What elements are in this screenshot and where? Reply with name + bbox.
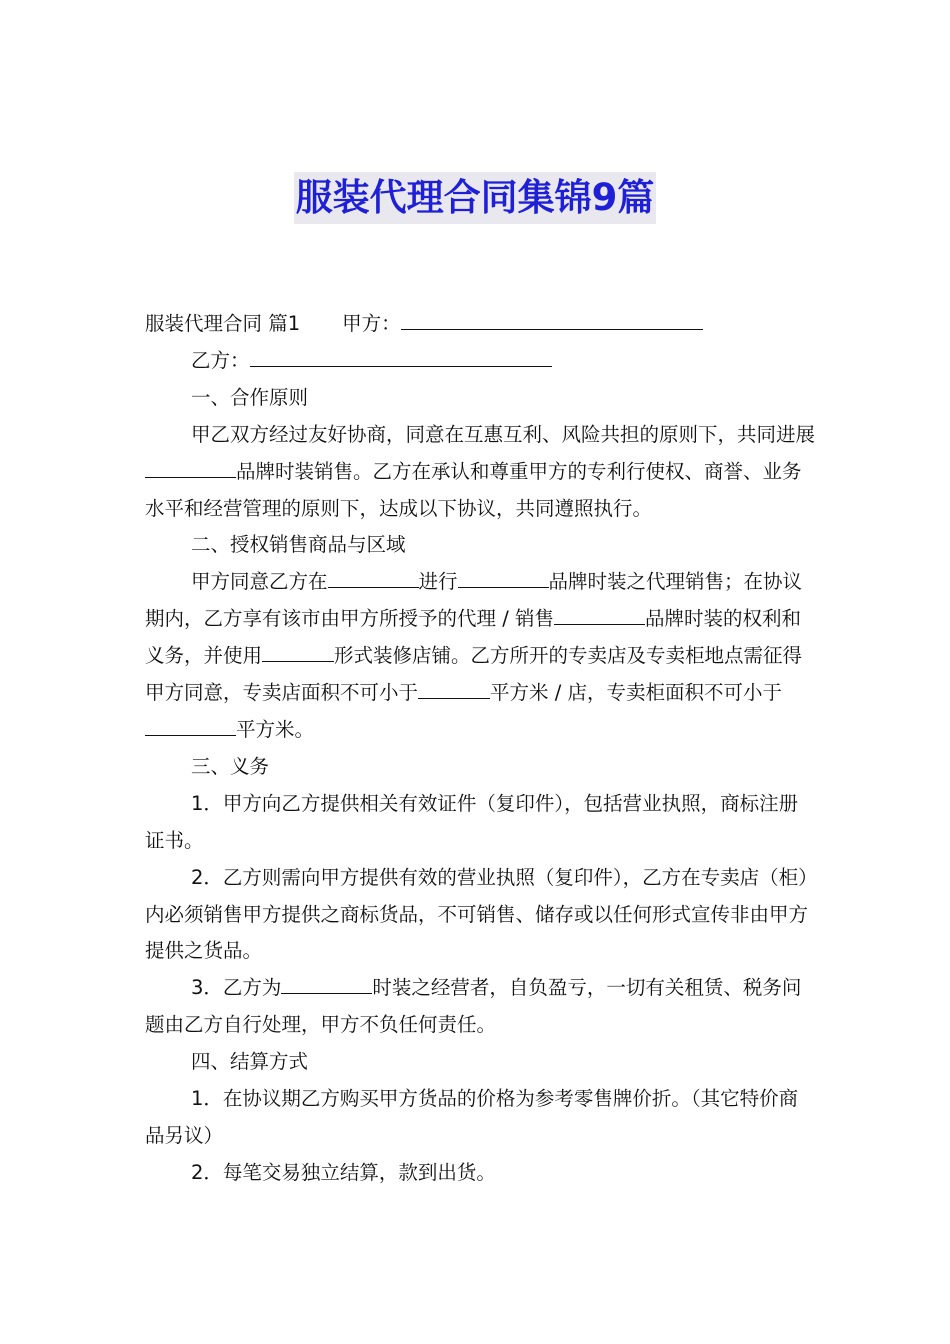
paragraph-text: 品牌时装销售。乙方在承认和尊重甲方的专利行使权、商誉、业务水平和经营管理的原则下，达成以下协议，共同遵照执行。 <box>145 459 802 520</box>
section-paragraph <box>145 564 815 749</box>
party-b-blank <box>250 365 552 367</box>
brand-blank <box>145 476 236 478</box>
contract-heading: 服装代理合同 篇1 <box>145 312 301 335</box>
paragraph-text: 平方米。 <box>236 717 315 741</box>
section-title: 二、授权销售商品与区域 <box>191 533 406 557</box>
paragraph-text: 形式装修店铺。乙方所开的专卖店及专卖柜地点需征得甲方同意，专卖店面积不可小于 <box>145 644 803 705</box>
party-a-label: 甲方： <box>342 312 401 335</box>
list-item: 2．乙方则需向甲方提供有效的营业执照（复印件），乙方在专卖店（柜）内必须销售甲方提供之商标货品，不可销售、储存或以任何形式宣传非由甲方提供之货品。 <box>145 865 809 963</box>
paragraph-text: 时装之经营者，自负盈亏，一切有关租赁、税务问题由乙方自行处理，甲方不负任何责任。 <box>145 976 802 1037</box>
brand-blank <box>458 586 549 588</box>
section-paragraph <box>145 417 815 528</box>
party-b-line <box>145 343 815 380</box>
decoration-form-blank <box>262 660 334 662</box>
store-area-blank <box>418 697 490 699</box>
region-blank <box>328 586 419 588</box>
section-title: 一、合作原则 <box>191 385 309 409</box>
list-item: 1．甲方向乙方提供相关有效证件（复印件），包括营业执照，商标注册证书。 <box>145 791 799 852</box>
paragraph-text: 品牌时装的权利和义务，并使用 <box>145 607 801 668</box>
document-body <box>145 306 815 1192</box>
paragraph-text: 进行 <box>418 570 458 594</box>
brand-blank <box>554 623 645 625</box>
contract-heading-line <box>145 306 815 343</box>
paragraph-text: 甲乙双方经过友好协商，同意在互惠互利、风险共担的原则下，共同进展 <box>191 422 816 446</box>
paragraph-text: 品牌时装之代理销售；在协议期内，乙方享有该市由甲方所授予的代理 / 销售 <box>145 570 803 631</box>
document-title: 服装代理合同集锦9篇 <box>294 172 657 224</box>
list-item <box>145 970 815 1044</box>
party-b-label: 乙方： <box>191 348 250 372</box>
paragraph-text: 3．乙方为 <box>191 976 282 1000</box>
section-title: 三、义务 <box>191 754 270 778</box>
list-item: 2．每笔交易独立结算，款到出货。 <box>191 1160 496 1184</box>
brand-blank <box>281 992 372 994</box>
paragraph-text: 平方米 / 店，专卖柜面积不可小于 <box>490 681 782 705</box>
counter-area-blank <box>145 734 236 736</box>
party-a-blank <box>401 328 703 330</box>
section-title: 四、结算方式 <box>191 1050 309 1074</box>
paragraph-text: 甲方同意乙方在 <box>191 570 328 594</box>
list-item: 1．在协议期乙方购买甲方货品的价格为参考零售牌价折。（其它特价商品另议） <box>145 1087 799 1147</box>
document-title-block <box>0 172 950 224</box>
